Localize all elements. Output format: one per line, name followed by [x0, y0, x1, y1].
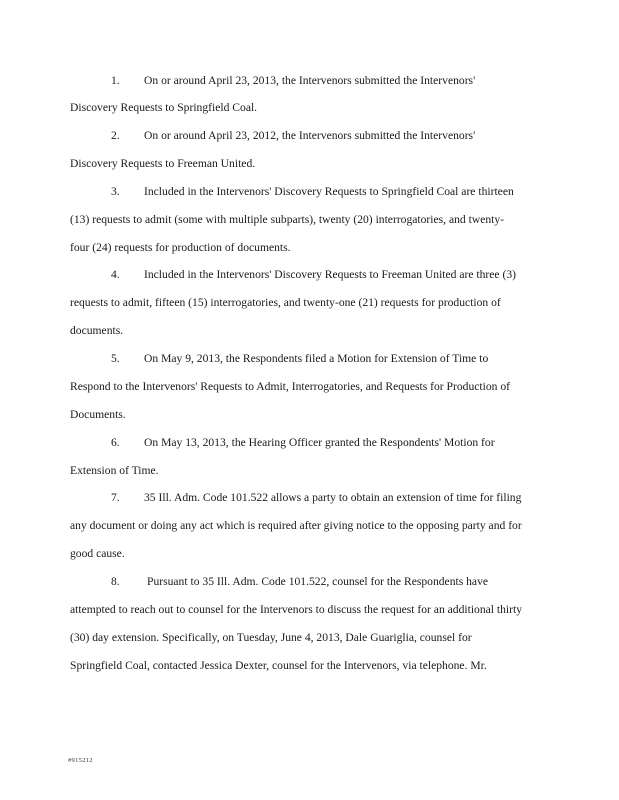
- paragraph-line: four (24) requests for production of documents.: [70, 241, 291, 254]
- paragraph-line: attempted to reach out to counsel for the Intervenors to discuss the request for an additional thirty: [70, 603, 523, 616]
- paragraph-line: documents.: [70, 324, 124, 337]
- paragraph-number: 7.: [111, 491, 120, 504]
- paragraph-line: On or around April 23, 2013, the Intervenors submitted the Intervenors': [144, 74, 476, 87]
- paragraph-number: 8.: [111, 575, 120, 588]
- paragraph-number: 2.: [111, 129, 120, 142]
- paragraph-line: On May 13, 2013, the Hearing Officer granted the Respondents' Motion for: [144, 436, 495, 449]
- paragraph-line: good cause.: [70, 547, 125, 560]
- paragraph-line: On or around April 23, 2012, the Intervenors submitted the Intervenors': [144, 129, 476, 142]
- paragraph-number: 4.: [111, 268, 120, 281]
- paragraph-line: Discovery Requests to Springfield Coal.: [70, 101, 258, 114]
- paragraph-line: Included in the Intervenors' Discovery Requests to Springfield Coal are thirteen: [144, 185, 514, 198]
- paragraph-line: requests to admit, fifteen (15) interrogatories, and twenty-one (21) requests for production of: [70, 296, 501, 309]
- paragraph-line: Respond to the Intervenors' Requests to Admit, Interrogatories, and Requests for Production of: [70, 380, 510, 393]
- paragraph-line: (30) day extension. Specifically, on Tuesday, June 4, 2013, Dale Guariglia, counsel for: [70, 631, 472, 644]
- paragraph-line: Documents.: [70, 408, 126, 421]
- paragraph-line: 35 Ill. Adm. Code 101.522 allows a party to obtain an extension of time for filing: [144, 491, 522, 504]
- paragraph-line: On May 9, 2013, the Respondents filed a Motion for Extension of Time to: [144, 352, 489, 365]
- paragraph-line: Pursuant to 35 Ill. Adm. Code 101.522, counsel for the Respondents have: [147, 575, 489, 588]
- paragraph-line: Discovery Requests to Freeman United.: [70, 157, 256, 170]
- paragraph-line: Extension of Time.: [70, 464, 159, 477]
- paragraph-line: (13) requests to admit (some with multiple subparts), twenty (20) interrogatories, and twenty-: [70, 213, 505, 226]
- document-id: #915212: [68, 757, 93, 764]
- paragraph-line: Included in the Intervenors' Discovery Requests to Freeman United are three (3): [144, 268, 516, 281]
- paragraph-number: 1.: [111, 74, 120, 87]
- paragraph-number: 3.: [111, 185, 120, 198]
- paragraph-line: Springfield Coal, contacted Jessica Dexter, counsel for the Intervenors, via telephone. Mr.: [70, 659, 487, 672]
- paragraph-number: 5.: [111, 352, 120, 365]
- paragraph-line: any document or doing any act which is required after giving notice to the opposing party and for: [70, 519, 522, 532]
- paragraph-number: 6.: [111, 436, 120, 449]
